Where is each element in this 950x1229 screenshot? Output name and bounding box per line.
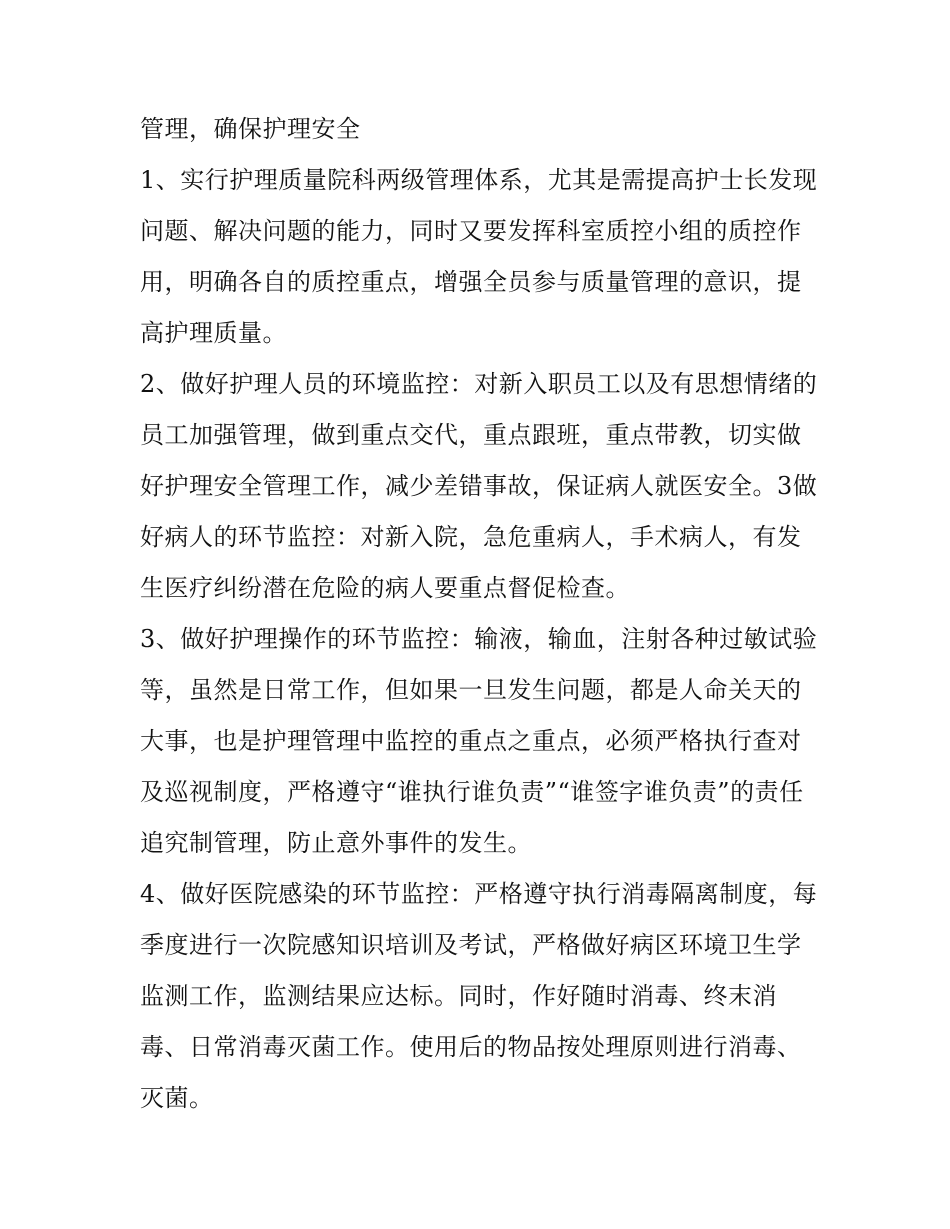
paragraph-item-4: 4、做好医院感染的环节监控：严格遵守执行消毒隔离制度，每季度进行一次院感知识培训及考试，严格做好病区环境卫生学监测工作，监测结果应达标。同时，作好随时消毒、终末消毒、日常消毒灭菌工作。使用后的物品按处理原则进行消毒、灭菌。 (140, 880, 818, 1112)
paragraph-item-2: 2、做好护理人员的环境监控：对新入职员工以及有思想情绪的员工加强管理，做到重点交代，重点跟班，重点带教，切实做好护理安全管理工作，减少差错事故，保证病人就医安全。3做好病人的环节监控：对新入院，急危重病人，手术病人，有发生医疗纠纷潜在危险的病人要重点督促检查。 (140, 370, 818, 602)
paragraph-intro: 管理，确保护理安全 (140, 115, 361, 143)
paragraph-item-3: 3、做好护理操作的环节监控：输液，输血，注射各种过敏试验等，虽然是日常工作，但如果一旦发生问题，都是人命关天的大事，也是护理管理中监控的重点之重点，必须严格执行查对及巡视制度，严格遵守“谁执行谁负责”“谁签字谁负责”的责任追究制管理，防止意外事件的发生。 (140, 625, 818, 857)
document-body (140, 104, 820, 1124)
paragraph-item-1: 1、实行护理质量院科两级管理体系，尤其是需提高护士长发现问题、解决问题的能力，同时又要发挥科室质控小组的质控作用，明确各自的质控重点，增强全员参与质量管理的意识，提高护理质量。 (140, 166, 818, 347)
